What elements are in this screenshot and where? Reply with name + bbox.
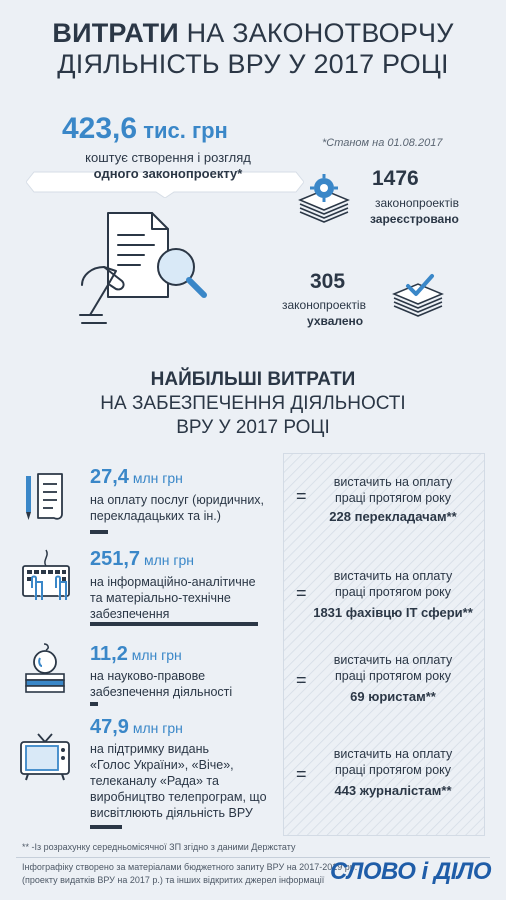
row4-bar bbox=[90, 825, 122, 829]
footnote-salary: ** -Із розрахунку середньомісячної ЗП згідно з даними Держстату bbox=[22, 842, 296, 852]
row1-equals: = bbox=[296, 486, 307, 506]
row2-bar bbox=[90, 622, 258, 626]
row1-bar bbox=[90, 530, 108, 534]
pen-document-icon bbox=[22, 470, 70, 522]
cost-amount bbox=[62, 112, 228, 146]
television-icon bbox=[18, 730, 72, 784]
row4-desc: на підтримку видань «Голос України», «Віче», телеканалу «Рада» та виробництво телепрограм, що висвітлюють діяльність ВРУ bbox=[90, 742, 267, 820]
row1-amount: 27,4 млн грн bbox=[90, 466, 183, 488]
section-title-line3: ВРУ У 2017 РОЦІ bbox=[176, 417, 330, 438]
page-title bbox=[0, 18, 506, 80]
checkmark-stack-icon bbox=[390, 264, 446, 320]
approved-number: 305 bbox=[310, 270, 346, 293]
row1-box: вистачить на оплату праці протягом року 228 перекладачам** bbox=[329, 475, 457, 524]
approved-label2: ухвалено bbox=[307, 314, 364, 328]
row3-bar bbox=[90, 702, 98, 706]
footnote-source2: (проекту видатків ВРУ на 2017 р.) та інших відкритих джерел інформації bbox=[22, 875, 325, 885]
date-note: *Станом на 01.08.2017 bbox=[322, 137, 443, 149]
row3-desc: на науково-правове забезпечення діяльності bbox=[90, 669, 233, 699]
row3-amount: 11,2 млн грн bbox=[90, 643, 182, 665]
row1-desc: на оплату послуг (юридичних, перекладацьких та ін.) bbox=[90, 493, 265, 523]
cost-value: 423,6 bbox=[62, 112, 138, 145]
registered-label2: зареєстровано bbox=[370, 212, 459, 226]
document-magnifier-icon bbox=[70, 205, 220, 330]
cost-note-line2: одного законопроекту* bbox=[93, 166, 243, 181]
approved-label1: законопроектів bbox=[282, 298, 366, 312]
row2-amount: 251,7 млн грн bbox=[90, 548, 194, 570]
row2-desc: на інформаційно-аналітичне та матеріально-технічне забезпечення bbox=[90, 575, 256, 621]
section-title-line1: НАЙБІЛЬШІ ВИТРАТИ bbox=[150, 369, 356, 390]
row3-equals: = bbox=[296, 670, 307, 690]
brand-logo: СЛОВО і ДІЛО bbox=[330, 858, 492, 885]
section-title-line2: НА ЗАБЕЗПЕЧЕННЯ ДІЯЛЬНОСТІ bbox=[100, 393, 406, 414]
row4-box: вистачить на оплату праці протягом року 443 журналістам** bbox=[333, 747, 453, 798]
row2-box: вистачить на оплату праці протягом року 1831 фахівцю ІТ сфери** bbox=[313, 569, 473, 620]
title-line2: ДІЯЛЬНІСТЬ ВРУ У 2017 РОЦІ bbox=[57, 49, 449, 79]
registered-label1: законопроектів bbox=[375, 196, 459, 210]
row4-amount: 47,9 млн грн bbox=[90, 716, 183, 738]
cost-unit: тис. грн bbox=[137, 118, 228, 143]
gear-stack-icon bbox=[296, 170, 352, 226]
cost-note-line1: коштує створення і розгляд bbox=[85, 150, 251, 165]
row4-equals: = bbox=[296, 764, 307, 784]
footnote-source1: Інфографіку створено за матеріалами бюджетного запиту ВРУ на 2017-2019 рр. bbox=[22, 862, 358, 872]
row3-box: вистачить на оплату праці протягом року 69 юристам** bbox=[333, 653, 453, 704]
registered-number: 1476 bbox=[372, 167, 419, 190]
section-title bbox=[0, 368, 506, 440]
keyboard-hands-icon bbox=[20, 548, 72, 604]
row2-equals: = bbox=[296, 583, 307, 603]
apple-books-icon bbox=[22, 640, 68, 694]
title-bold: ВИТРАТИ bbox=[52, 18, 179, 48]
title-rest: НА ЗАКОНОТВОРЧУ bbox=[178, 18, 454, 48]
